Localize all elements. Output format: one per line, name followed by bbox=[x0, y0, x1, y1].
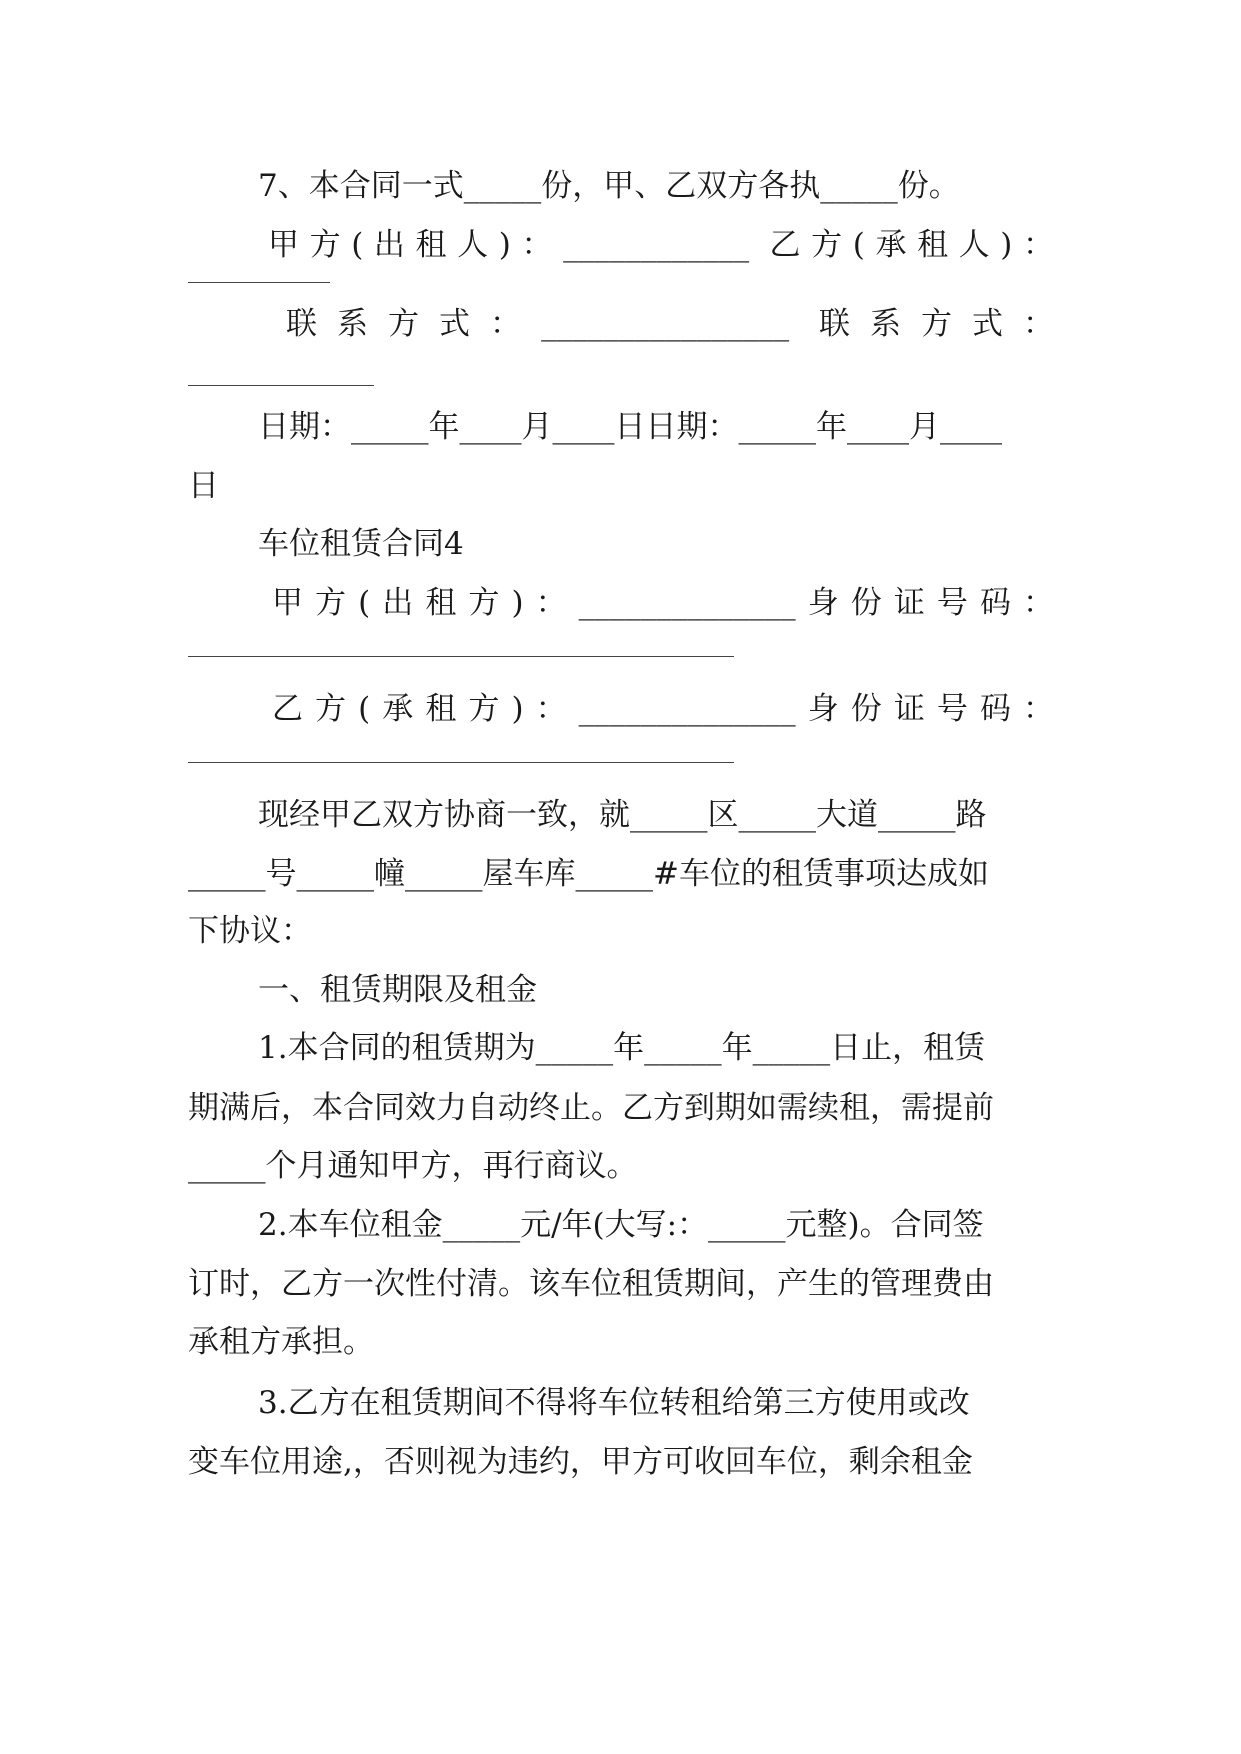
contact-info-line: 联系方式：________________ 联系方式： bbox=[286, 306, 1054, 342]
agreement-intro-cont: _____号_____幢_____屋车库_____#车位的租赁事项达成如 bbox=[188, 856, 989, 892]
section-heading-term-rent: 一、租赁期限及租金 bbox=[258, 972, 537, 1008]
agreement-intro-end: 下协议： bbox=[188, 913, 312, 949]
date-line: 日期：_____年____月____日日期：_____年____月____ bbox=[258, 409, 1002, 445]
clause-3-cont: 变车位用途,，否则视为违约，甲方可收回车位，剩余租金 bbox=[188, 1444, 973, 1480]
clause-1-cont: 期满后，本合同效力自动终止。乙方到期如需续租，需提前 bbox=[188, 1090, 994, 1126]
blank-underline bbox=[188, 762, 734, 763]
party-a-lessor-line: 甲方(出租方)：______________身份证号码： bbox=[272, 585, 1054, 621]
clause-2: 2.本车位租金_____元/年(大写:：_____元整)。合同签 bbox=[258, 1207, 984, 1243]
clause-3: 3.乙方在租赁期间不得将车位转租给第三方使用或改 bbox=[258, 1385, 970, 1421]
party-a-b-signature-line: 甲方(出租人)：____________ 乙方(承租人)： bbox=[268, 227, 1054, 263]
clause-1: 1.本合同的租赁期为_____年_____年_____日止，租赁 bbox=[258, 1030, 986, 1066]
clause-2-cont: 订时，乙方一次性付清。该车位租赁期间，产生的管理费由 bbox=[188, 1266, 994, 1302]
blank-underline bbox=[188, 282, 330, 283]
blank-underline bbox=[188, 385, 374, 386]
clause-1-end: _____个月通知甲方，再行商议。 bbox=[188, 1148, 638, 1184]
party-b-lessee-line: 乙方(承租方)：______________身份证号码： bbox=[272, 691, 1054, 727]
contract-section-title: 车位租赁合同4 bbox=[258, 526, 464, 562]
date-line-continued: 日 bbox=[188, 468, 219, 504]
blank-underline bbox=[188, 656, 734, 657]
clause-7-copies: 7、本合同一式_____份，甲、乙双方各执_____份。 bbox=[258, 168, 960, 204]
agreement-intro: 现经甲乙双方协商一致，就_____区_____大道_____路 bbox=[258, 797, 987, 833]
clause-2-end: 承租方承担。 bbox=[188, 1324, 374, 1360]
